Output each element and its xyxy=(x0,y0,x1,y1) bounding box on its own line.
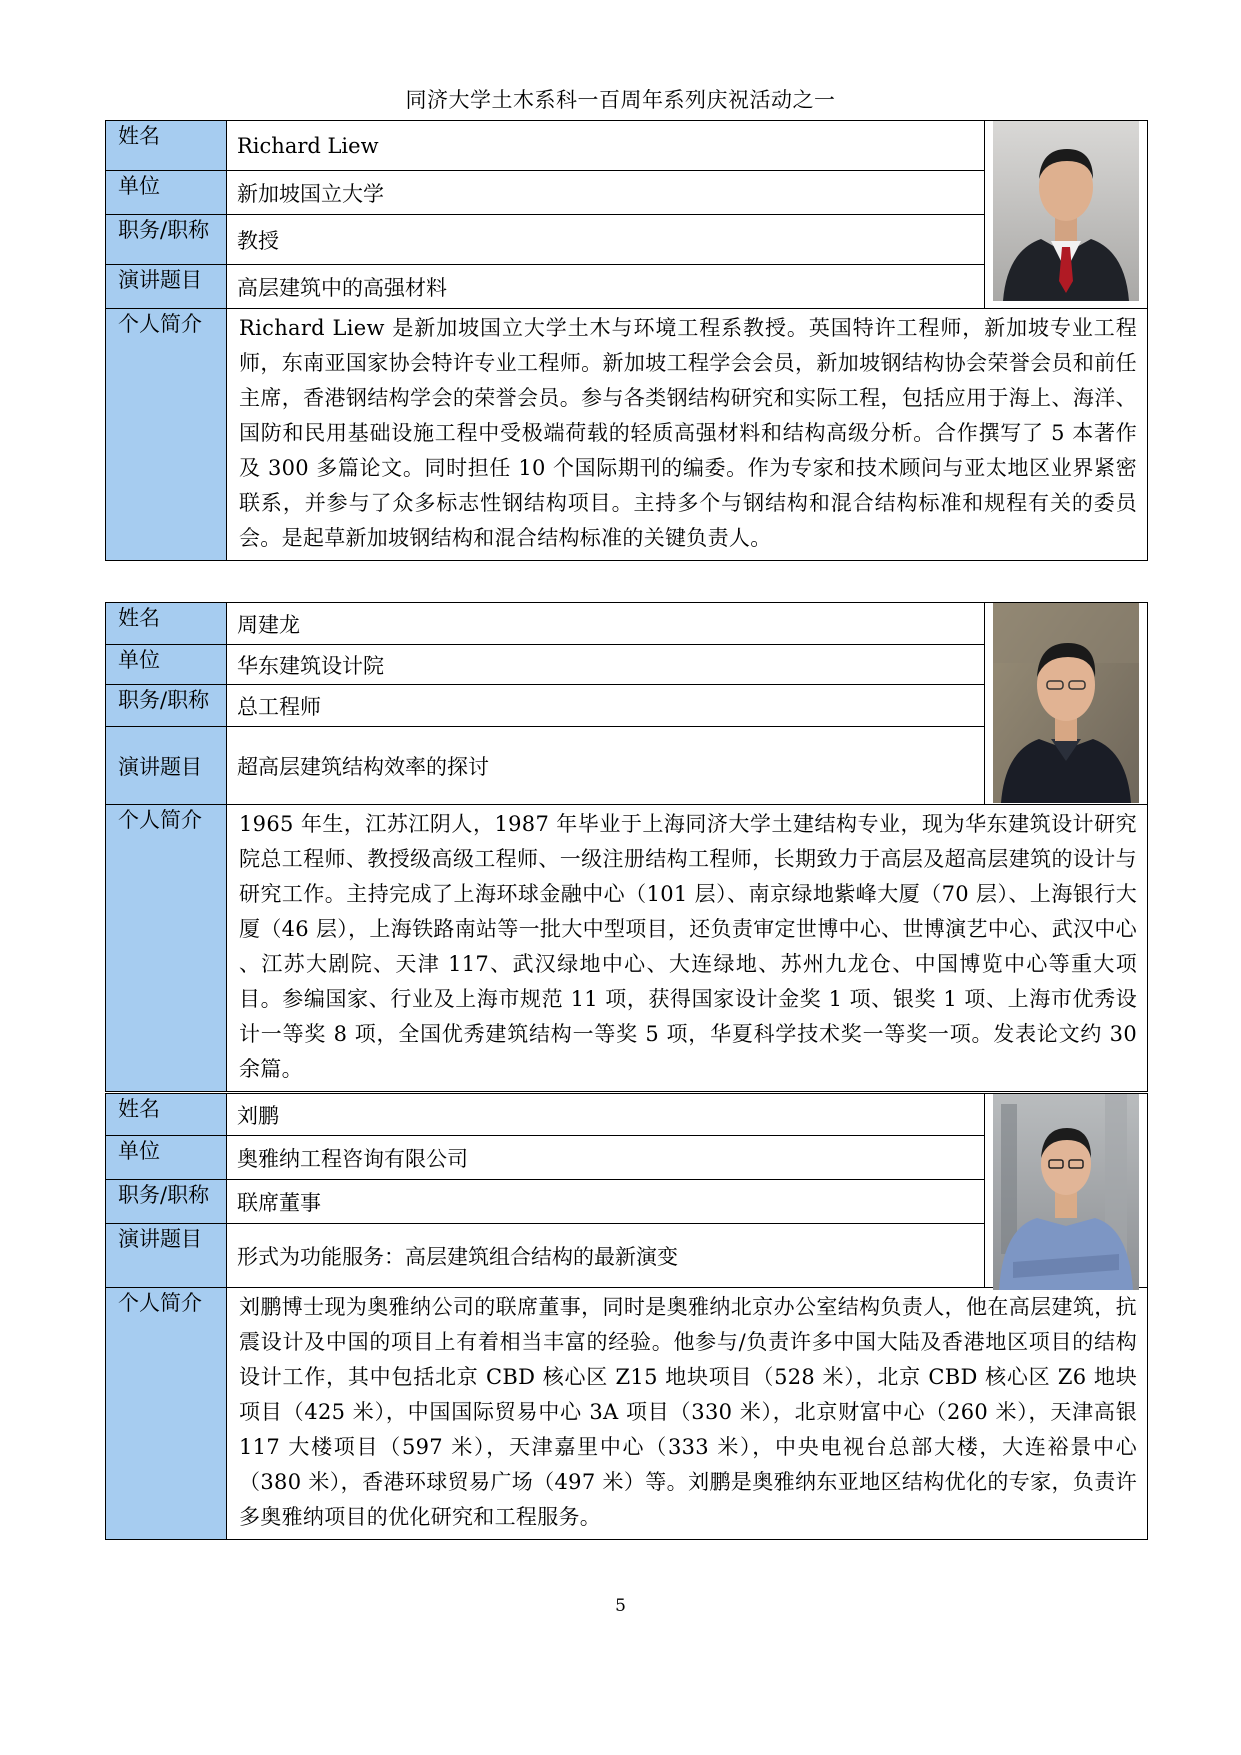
speaker-card-2 xyxy=(105,602,1148,1092)
speaker-unit: 华东建筑设计院 xyxy=(227,645,985,685)
photo-cell xyxy=(985,1094,1148,1288)
page-number: 5 xyxy=(615,1596,626,1616)
speaker-position: 教授 xyxy=(227,215,985,265)
speaker-photo xyxy=(993,121,1139,301)
photo-cell xyxy=(985,121,1148,309)
speaker-topic: 形式为功能服务：高层建筑组合结构的最新演变 xyxy=(227,1224,985,1288)
speaker-photo xyxy=(993,603,1139,803)
position-label: 职务/职称 xyxy=(106,1180,227,1224)
speaker-bio: 刘鹏博士现为奥雅纳公司的联席董事，同时是奥雅纳北京办公室结构负责人，他在高层建筑，抗震设计及中国的项目上有着相当丰富的经验。他参与/负责许多中国大陆及香港地区项目的结构设计工作，其中包括北京 CBD 核心区 Z15 地块项目（528 米），北京 CBD 核心区 Z6 地块项目（425 米），中国国际贸易中心 3A 项目（330 米），北京财富中心（260 米），天津高银 117 大楼项目（597 米），天津嘉里中心（333 米），中央电视台总部大楼，大连裕景中心（380 米），香港环球贸易广场（497 米）等。刘鹏是奥雅纳东亚地区结构优化的专家，负责许多奥雅纳项目的优化研究和工程服务。 xyxy=(227,1288,1148,1540)
speaker-card-3 xyxy=(105,1093,1148,1540)
name-label: 姓名 xyxy=(106,121,227,171)
bio-label: 个人简介 xyxy=(106,1288,227,1540)
speaker-topic: 高层建筑中的高强材料 xyxy=(227,265,985,309)
speaker-position: 总工程师 xyxy=(227,685,985,727)
speaker-unit: 新加坡国立大学 xyxy=(227,171,985,215)
topic-label: 演讲题目 xyxy=(106,1224,227,1288)
speaker-photo xyxy=(993,1094,1139,1290)
name-label: 姓名 xyxy=(106,603,227,645)
speaker-bio: 1965 年生，江苏江阴人，1987 年毕业于上海同济大学土建结构专业，现为华东建筑设计研究院总工程师、教授级高级工程师、一级注册结构工程师，长期致力于高层及超高层建筑的设计与研究工作。主持完成了上海环球金融中心（101 层）、南京绿地紫峰大厦（70 层）、上海银行大厦（46 层），上海铁路南站等一批大中型项目，还负责审定世博中心、世博演艺中心、武汉中心 、江苏大剧院、天津 117、武汉绿地中心、大连绿地、苏州九龙仓、中国博览中心等重大项目。参编国家、行业及上海市规范 11 项，获得国家设计金奖 1 项、银奖 1 项、上海市优秀设计一等奖 8 项，全国优秀建筑结构一等奖 5 项，华夏科学技术奖一等奖一项。发表论文约 30 余篇。 xyxy=(227,805,1148,1092)
photo-cell xyxy=(985,603,1148,805)
speaker-topic: 超高层建筑结构效率的探讨 xyxy=(227,727,985,805)
page-header: 同济大学土木系科一百周年系列庆祝活动之一 xyxy=(405,88,836,112)
name-label: 姓名 xyxy=(106,1094,227,1136)
speaker-bio: Richard Liew 是新加坡国立大学土木与环境工程系教授。英国特许工程师，新加坡专业工程师，东南亚国家协会特许专业工程师。新加坡工程学会会员，新加坡钢结构协会荣誉会员和前任主席，香港钢结构学会的荣誉会员。参与各类钢结构研究和实际工程，包括应用于海上、海洋、国防和民用基础设施工程中受极端荷载的轻质高强材料和结构高级分析。合作撰写了 5 本著作及 300 多篇论文。同时担任 10 个国际期刊的编委。作为专家和技术顾问与亚太地区业界紧密联系，并参与了众多标志性钢结构项目。主持多个与钢结构和混合结构标准和规程有关的委员会。是起草新加坡钢结构和混合结构标准的关键负责人。 xyxy=(227,309,1148,561)
bio-label: 个人简介 xyxy=(106,309,227,561)
speaker-position: 联席董事 xyxy=(227,1180,985,1224)
unit-label: 单位 xyxy=(106,171,227,215)
speaker-name: 刘鹏 xyxy=(227,1094,985,1136)
speaker-name: Richard Liew xyxy=(227,121,985,171)
topic-label: 演讲题目 xyxy=(106,727,227,805)
bio-label: 个人简介 xyxy=(106,805,227,1092)
position-label: 职务/职称 xyxy=(106,685,227,727)
unit-label: 单位 xyxy=(106,1136,227,1180)
unit-label: 单位 xyxy=(106,645,227,685)
speaker-card-1 xyxy=(105,120,1148,561)
speaker-unit: 奥雅纳工程咨询有限公司 xyxy=(227,1136,985,1180)
topic-label: 演讲题目 xyxy=(106,265,227,309)
speaker-name: 周建龙 xyxy=(227,603,985,645)
position-label: 职务/职称 xyxy=(106,215,227,265)
